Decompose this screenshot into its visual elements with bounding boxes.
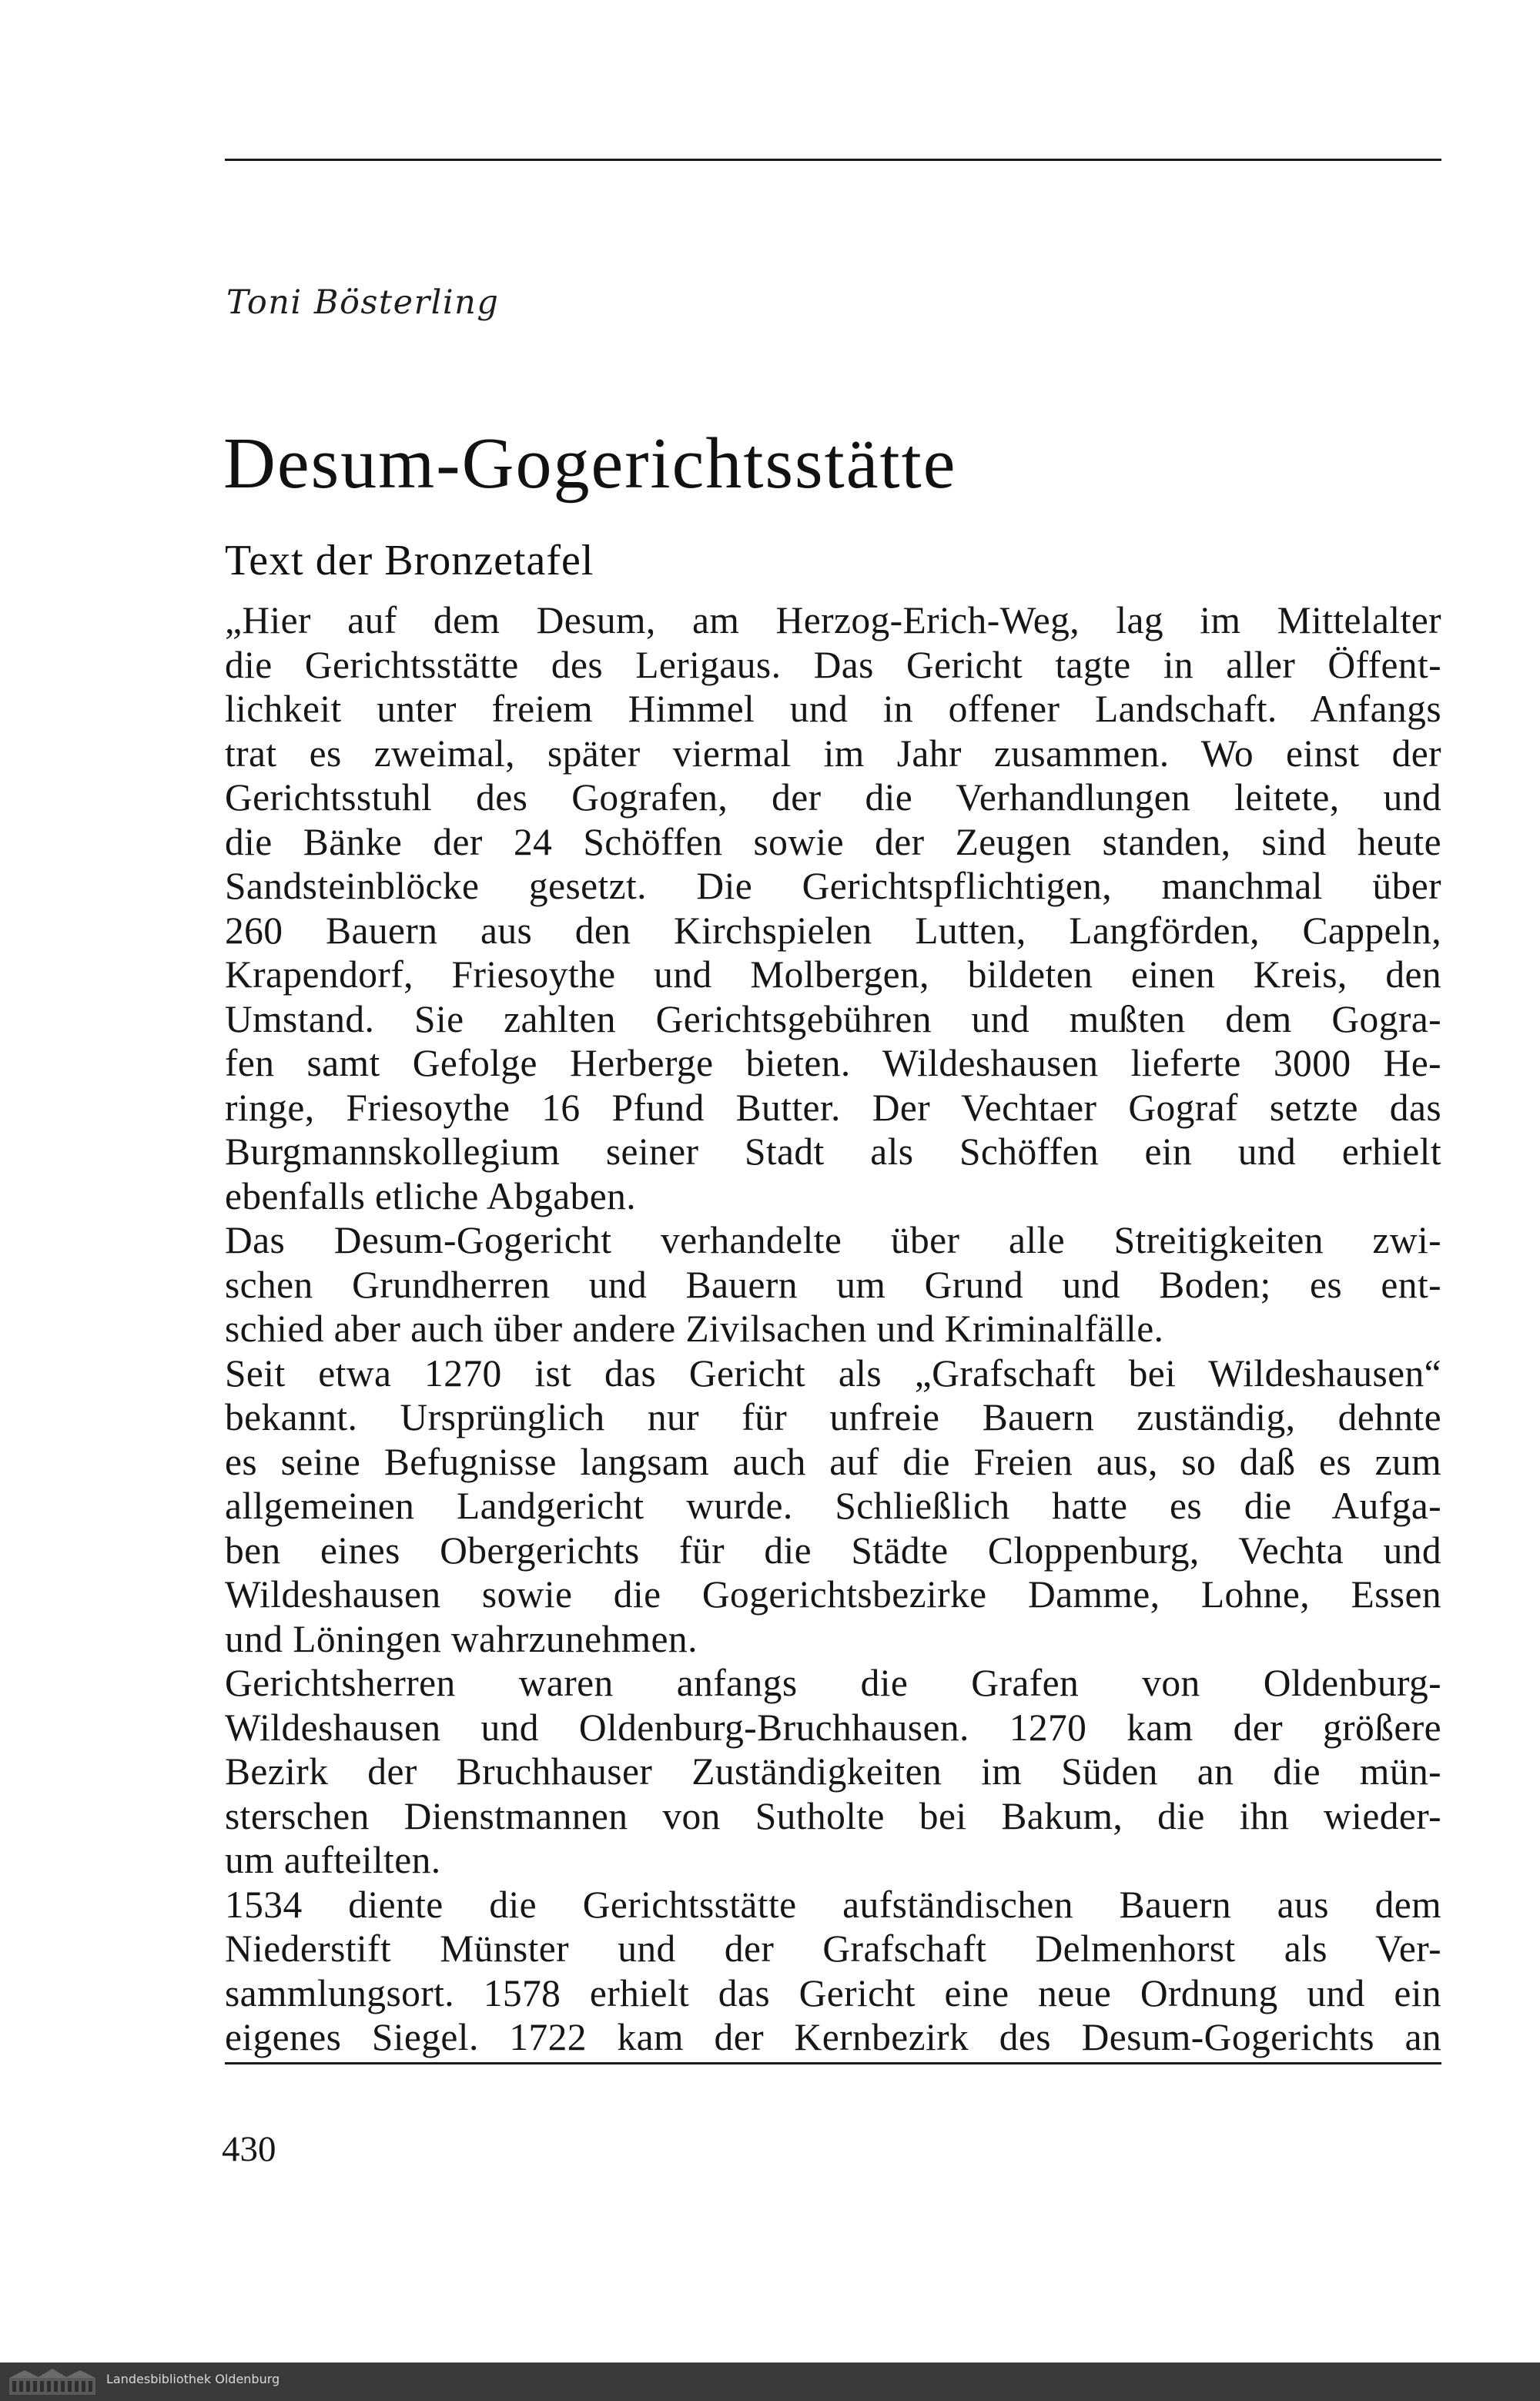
body-line: es seine Befugnisse langsam auch auf die Freien aus, so daß es zum	[225, 1440, 1441, 1483]
author-name: Toni Bösterling	[226, 283, 500, 322]
article-subtitle: Text der Bronzetafel	[225, 537, 594, 584]
body-line: Gerichtsherren waren anfangs die Grafen von Oldenburg-	[225, 1662, 1441, 1704]
body-line: schied aber auch über andere Zivilsachen und Kriminalfälle.	[225, 1308, 1164, 1350]
footer-library-label: Landesbibliothek Oldenburg	[106, 2372, 280, 2386]
body-line: „Hier auf dem Desum, am Herzog-Erich-Weg, lag im Mittelalter	[225, 599, 1441, 641]
top-rule	[225, 159, 1441, 161]
body-line: 260 Bauern aus den Kirchspielen Lutten, Langförden, Cappeln,	[225, 909, 1441, 952]
body-line: Burgmannskollegium seiner Stadt als Schöffen ein und erhielt	[225, 1130, 1441, 1173]
body-line: Wildeshausen sowie die Gogerichtsbezirke Damme, Lohne, Essen	[225, 1573, 1441, 1616]
body-line: fen samt Gefolge Herberge bieten. Wildeshausen lieferte 3000 He-	[225, 1042, 1441, 1084]
body-line: und Löningen wahrzunehmen.	[225, 1617, 698, 1660]
body-text	[225, 598, 1441, 2060]
body-line: um aufteilten.	[225, 1839, 441, 1881]
bottom-rule	[225, 2062, 1441, 2064]
body-line: lichkeit unter freiem Himmel und in offener Landschaft. Anfangs	[225, 688, 1441, 730]
body-line: trat es zweimal, später viermal im Jahr zusammen. Wo einst der	[225, 732, 1441, 775]
article-title: Desum-Gogerichtsstätte	[223, 424, 957, 504]
body-line: sterschen Dienstmannen von Sutholte bei Bakum, die ihn wieder-	[225, 1794, 1441, 1837]
body-line: Umstand. Sie zahlten Gerichtsgebühren und mußten dem Gogra-	[225, 997, 1441, 1040]
body-line: Krapendorf, Friesoythe und Molbergen, bildeten einen Kreis, den	[225, 953, 1441, 996]
body-line: die Gerichtsstätte des Lerigaus. Das Gericht tagte in aller Öffent-	[225, 643, 1441, 686]
body-line: die Bänke der 24 Schöffen sowie der Zeugen standen, sind heute	[225, 820, 1441, 863]
body-line: eigenes Siegel. 1722 kam der Kernbezirk des Desum-Gogerichts an	[225, 2016, 1441, 2058]
body-line: Bezirk der Bruchhauser Zuständigkeiten im Süden an die mün-	[225, 1750, 1441, 1793]
body-line: 1534 diente die Gerichtsstätte aufständischen Bauern aus dem	[225, 1883, 1441, 1926]
footer-bar	[0, 2362, 1540, 2401]
body-line: ben eines Obergerichts für die Städte Cloppenburg, Vechta und	[225, 1529, 1441, 1572]
page-number: 430	[222, 2129, 276, 2169]
body-line: Gerichtsstuhl des Gografen, der die Verhandlungen leitete, und	[225, 776, 1441, 819]
body-line: ringe, Friesoythe 16 Pfund Butter. Der Vechtaer Gograf setzte das	[225, 1086, 1441, 1129]
body-line: Seit etwa 1270 ist das Gericht als „Grafschaft bei Wildeshausen“	[225, 1351, 1441, 1395]
body-line: allgemeinen Landgericht wurde. Schließlich hatte es die Aufga-	[225, 1485, 1441, 1527]
body-line: bekannt. Ursprünglich nur für unfreie Bauern zuständig, dehnte	[225, 1396, 1441, 1438]
body-line: Wildeshausen und Oldenburg-Bruchhausen. 1270 kam der größere	[225, 1706, 1441, 1749]
library-building-logo-icon	[9, 2369, 95, 2395]
body-line: Niederstift Münster und der Grafschaft Delmenhorst als Ver-	[225, 1927, 1441, 1970]
body-line: Das Desum-Gogericht verhandelte über alle Streitigkeiten zwi-	[225, 1219, 1441, 1261]
body-line: Sandsteinblöcke gesetzt. Die Gerichtspflichtigen, manchmal über	[225, 865, 1441, 907]
body-line: ebenfalls etliche Abgaben.	[225, 1174, 637, 1217]
body-line: schen Grundherren und Bauern um Grund und Boden; es ent-	[225, 1263, 1441, 1306]
body-line: sammlungsort. 1578 erhielt das Gericht eine neue Ordnung und ein	[225, 1971, 1441, 2014]
